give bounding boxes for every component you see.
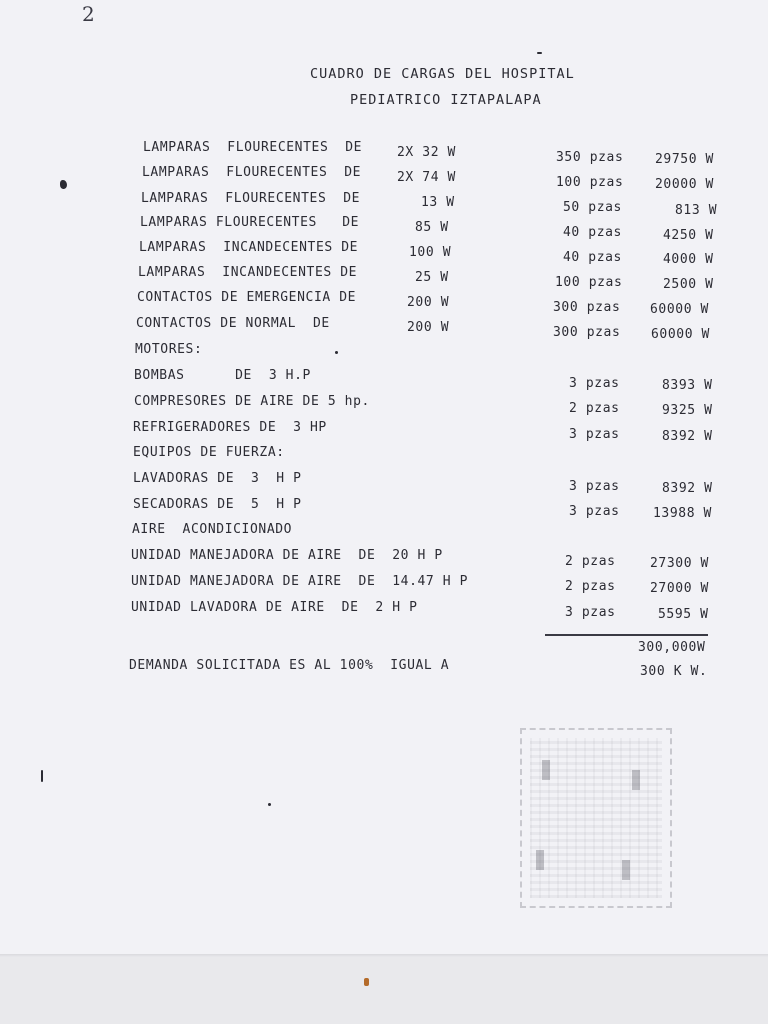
row-desc: LAMPARAS FLOURECENTES DE <box>142 165 362 180</box>
row-rating: 25 W <box>415 270 449 285</box>
aire-desc: UNIDAD LAVADORA DE AIRE DE 2 H P <box>131 600 418 615</box>
orange-speck <box>364 978 369 986</box>
row-qty: 350 pzas <box>556 150 624 165</box>
row-rating: 85 W <box>415 220 449 235</box>
row-rating: 200 W <box>407 320 450 335</box>
motor-watts: 8393 W <box>662 378 713 393</box>
total-rule <box>545 634 708 636</box>
row-desc: LAMPARAS INCANDECENTES DE <box>139 240 359 255</box>
equipo-desc: SECADORAS DE 5 H P <box>133 497 302 512</box>
row-qty: 50 pzas <box>563 200 622 215</box>
faded-stamp <box>520 728 672 908</box>
ink-speck <box>60 180 67 189</box>
aire-qty: 2 pzas <box>565 554 616 569</box>
row-rating: 2X 74 W <box>397 170 456 185</box>
motor-watts: 8392 W <box>662 429 713 444</box>
row-desc: CONTACTOS DE NORMAL DE <box>136 316 330 331</box>
motores-heading: MOTORES: <box>135 342 203 357</box>
motor-desc: REFRIGERADORES DE 3 HP <box>133 420 327 435</box>
aire-desc: UNIDAD MANEJADORA DE AIRE DE 20 H P <box>131 548 443 563</box>
row-desc: LAMPARAS INCANDECENTES DE <box>138 265 358 280</box>
aire-qty: 3 pzas <box>565 605 616 620</box>
row-rating: 100 W <box>409 245 452 260</box>
row-desc: LAMPARAS FLOURECENTES DE <box>141 191 361 206</box>
row-qty: 40 pzas <box>563 225 622 240</box>
motor-qty: 3 pzas <box>569 376 620 391</box>
row-watts: 4000 W <box>663 252 714 267</box>
motor-qty: 3 pzas <box>569 427 620 442</box>
equipo-qty: 3 pzas <box>569 479 620 494</box>
equipo-desc: LAVADORAS DE 3 H P <box>133 471 302 486</box>
row-qty: 300 pzas <box>553 300 621 315</box>
row-rating: 200 W <box>407 295 450 310</box>
ink-speck <box>537 52 542 54</box>
aire-heading: AIRE ACONDICIONADO <box>132 522 293 537</box>
aire-watts: 27000 W <box>650 581 709 596</box>
motor-desc: COMPRESORES DE AIRE DE 5 hp. <box>134 394 370 409</box>
row-watts: 813 W <box>675 203 718 218</box>
demand-label: DEMANDA SOLICITADA ES AL 100% IGUAL A <box>129 658 450 673</box>
ink-dot <box>335 351 338 354</box>
document-subtitle: PEDIATRICO IZTAPALAPA <box>350 92 542 108</box>
row-watts: 2500 W <box>663 277 714 292</box>
total-value: 300,000W <box>638 640 706 655</box>
row-qty: 40 pzas <box>563 250 622 265</box>
row-rating: 13 W <box>421 195 455 210</box>
equipo-qty: 3 pzas <box>569 504 620 519</box>
demand-value: 300 K W. <box>640 664 708 679</box>
equipo-watts: 13988 W <box>653 506 712 521</box>
row-rating: 2X 32 W <box>397 145 456 160</box>
motor-qty: 2 pzas <box>569 401 620 416</box>
row-qty: 300 pzas <box>553 325 621 340</box>
row-watts: 60000 W <box>650 302 709 317</box>
document-title: CUADRO DE CARGAS DEL HOSPITAL <box>310 66 575 82</box>
aire-watts: 5595 W <box>658 607 709 622</box>
aire-qty: 2 pzas <box>565 579 616 594</box>
corner-mark: 2 <box>82 2 95 26</box>
row-desc: LAMPARAS FLOURECENTES DE <box>140 215 360 230</box>
motor-desc: BOMBAS DE 3 H.P <box>134 368 311 383</box>
ink-speck <box>41 770 43 782</box>
row-desc: LAMPARAS FLOURECENTES DE <box>143 140 363 155</box>
equipos-heading: EQUIPOS DE FUERZA: <box>133 445 285 460</box>
row-qty: 100 pzas <box>556 175 624 190</box>
row-desc: CONTACTOS DE EMERGENCIA DE <box>137 290 357 305</box>
ink-speck <box>268 803 271 806</box>
row-watts: 60000 W <box>651 327 710 342</box>
row-watts: 4250 W <box>663 228 714 243</box>
motor-watts: 9325 W <box>662 403 713 418</box>
row-watts: 29750 W <box>655 152 714 167</box>
aire-watts: 27300 W <box>650 556 709 571</box>
aire-desc: UNIDAD MANEJADORA DE AIRE DE 14.47 H P <box>131 574 469 589</box>
equipo-watts: 8392 W <box>662 481 713 496</box>
row-watts: 20000 W <box>655 177 714 192</box>
row-qty: 100 pzas <box>555 275 623 290</box>
